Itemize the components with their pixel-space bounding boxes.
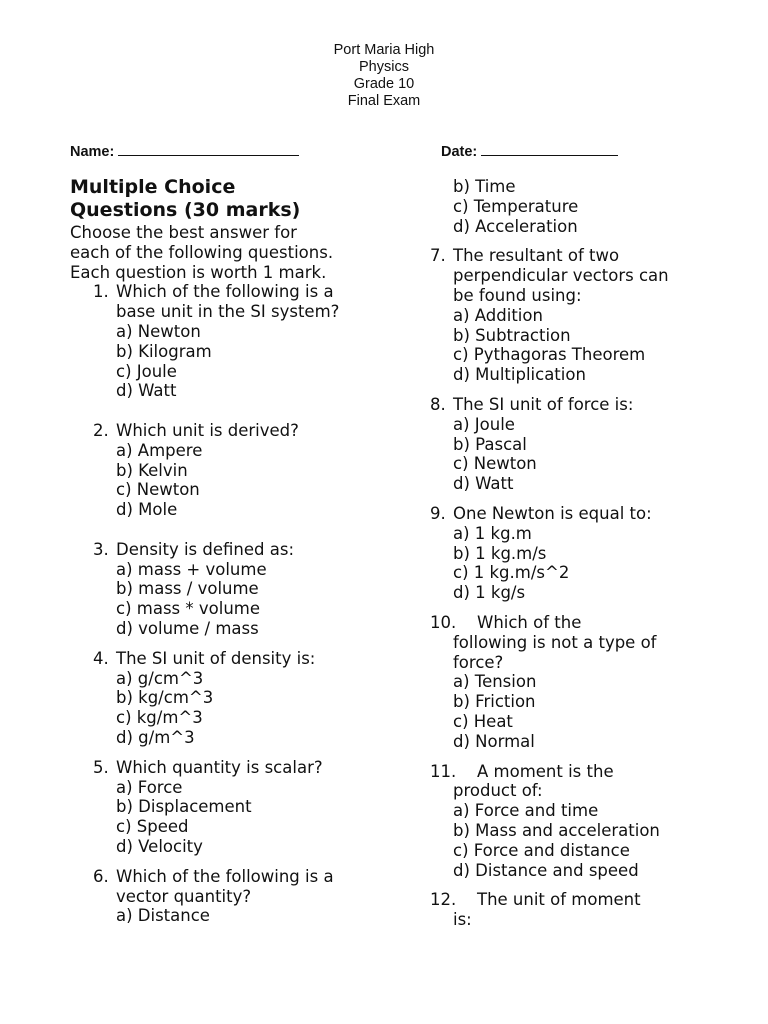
question-2: 2. Which unit is derived? a) Ampere b) Kelvin c) Newton d) Mole: [70, 421, 370, 520]
option-a: a) Joule: [453, 414, 515, 434]
option-d: d) Normal: [453, 731, 535, 751]
option-d: d) Distance and speed: [453, 860, 639, 880]
grade: Grade 10: [353, 76, 415, 92]
option-c: c) Newton: [116, 480, 200, 500]
question-3: 3. Density is defined as: a) mass + volume b) mass / volume c) mass * volume d) volume / mass: [70, 540, 370, 639]
question-5: 5. Which quantity is scalar? a) Force b) Displacement c) Speed d) Velocity: [70, 758, 370, 857]
option-a: a) 1 kg.m: [453, 523, 532, 543]
option-d: d) Mole: [116, 500, 178, 520]
question-number: 9.: [430, 503, 446, 523]
option-b: b) 1 kg.m/s: [453, 543, 547, 563]
option-c: c) Force and distance: [453, 840, 630, 860]
question-9: 9. One Newton is equal to: a) 1 kg.m b) 1 kg.m/s c) 1 kg.m/s^2 d) 1 kg/s: [430, 504, 730, 603]
question-number: 4.: [93, 648, 109, 668]
option-c: c) mass * volume: [116, 599, 260, 619]
section-heading: Multiple Choice Questions (30 marks): [70, 176, 301, 221]
option-d: d) Acceleration: [453, 216, 578, 236]
question-number: 2.: [93, 420, 109, 440]
name-label: Name:: [70, 144, 115, 160]
question-number: 12.: [430, 890, 457, 910]
option-c: c) Heat: [453, 711, 513, 731]
option-c: c) Newton: [453, 454, 537, 474]
question-number: 1.: [93, 282, 109, 302]
exam-header: [0, 42, 768, 110]
question-number: 10.: [430, 612, 457, 632]
question-6-continued: [430, 177, 730, 236]
option-b: b) Mass and acceleration: [453, 820, 660, 840]
option-c: c) Pythagoras Theorem: [453, 345, 646, 365]
option-d: d) g/m^3: [116, 727, 195, 747]
option-d: d) Watt: [453, 474, 514, 494]
section-instructions: Choose the best answer for each of the following questions. Each question is worth 1 mark.: [70, 223, 334, 282]
option-b: b) Pascal: [453, 434, 527, 454]
name-field: [70, 143, 299, 160]
option-d: d) volume / mass: [116, 618, 259, 638]
question-number: 5.: [93, 757, 109, 777]
date-blank-line: [481, 143, 618, 156]
option-d: d) 1 kg/s: [453, 583, 526, 603]
option-a: a) Ampere: [116, 440, 203, 460]
option-a: a) mass + volume: [116, 559, 267, 579]
date-field: [441, 143, 618, 160]
question-number: 3.: [93, 539, 109, 559]
question-11: 11. A moment is the product of: a) Force and time b) Mass and acceleration c) Force and distance d) Distance and speed: [430, 762, 730, 881]
option-d: d) Velocity: [116, 836, 203, 856]
question-number: 6.: [93, 866, 109, 886]
question-8: 8. The SI unit of force is: a) Joule b) Pascal c) Newton d) Watt: [430, 395, 730, 494]
left-column: [70, 176, 370, 926]
option-a: a) Distance: [116, 906, 210, 926]
option-b: b) mass / volume: [116, 579, 259, 599]
option-c: c) Temperature: [453, 196, 579, 216]
question-number: 7.: [430, 246, 446, 266]
subject: Physics: [359, 59, 409, 75]
option-b: b) Subtraction: [453, 325, 571, 345]
question-4: 4. The SI unit of density is: a) g/cm^3 b) kg/cm^3 c) kg/m^3 d) g/m^3: [70, 649, 370, 748]
option-d: d) Watt: [116, 381, 177, 401]
date-label: Date:: [441, 144, 478, 160]
option-a: a) Force: [116, 777, 183, 797]
option-a: a) Newton: [116, 321, 201, 341]
option-b: b) Kilogram: [116, 341, 212, 361]
option-c: c) Speed: [116, 817, 189, 837]
option-c: c) kg/m^3: [116, 708, 203, 728]
exam-title: Final Exam: [347, 93, 421, 109]
question-number: 8.: [430, 394, 446, 414]
option-b: b) Displacement: [116, 797, 252, 817]
option-c: c) 1 kg.m/s^2: [453, 563, 570, 583]
option-b: b) Kelvin: [116, 460, 188, 480]
question-6: 6. Which of the following is a vector quantity? a) Distance: [70, 867, 370, 926]
school-name: Port Maria High: [333, 42, 435, 58]
option-d: d) Multiplication: [453, 365, 586, 385]
option-a: a) g/cm^3: [116, 668, 204, 688]
question-7: 7. The resultant of two perpendicular vectors can be found using: a) Addition b) Subtraction c) Pythagoras Theorem d) Multiplication: [430, 246, 730, 385]
option-a: a) Addition: [453, 305, 543, 325]
question-number: 11.: [430, 761, 457, 781]
option-b: b) Friction: [453, 692, 536, 712]
option-b: b) kg/cm^3: [116, 688, 214, 708]
right-column: [430, 177, 730, 930]
option-c: c) Joule: [116, 361, 177, 381]
question-10: 10. Which of the following is not a type of force? a) Tension b) Friction c) Heat d) Normal: [430, 613, 730, 752]
option-b: b) Time: [453, 177, 516, 196]
name-blank-line: [118, 143, 299, 156]
option-a: a) Tension: [453, 672, 537, 692]
question-12: 12. The unit of moment is:: [430, 890, 641, 930]
option-a: a) Force and time: [453, 801, 599, 821]
question-1: 1. Which of the following is a base unit in the SI system? a) Newton b) Kilogram c) Joule d) Watt: [70, 282, 370, 401]
